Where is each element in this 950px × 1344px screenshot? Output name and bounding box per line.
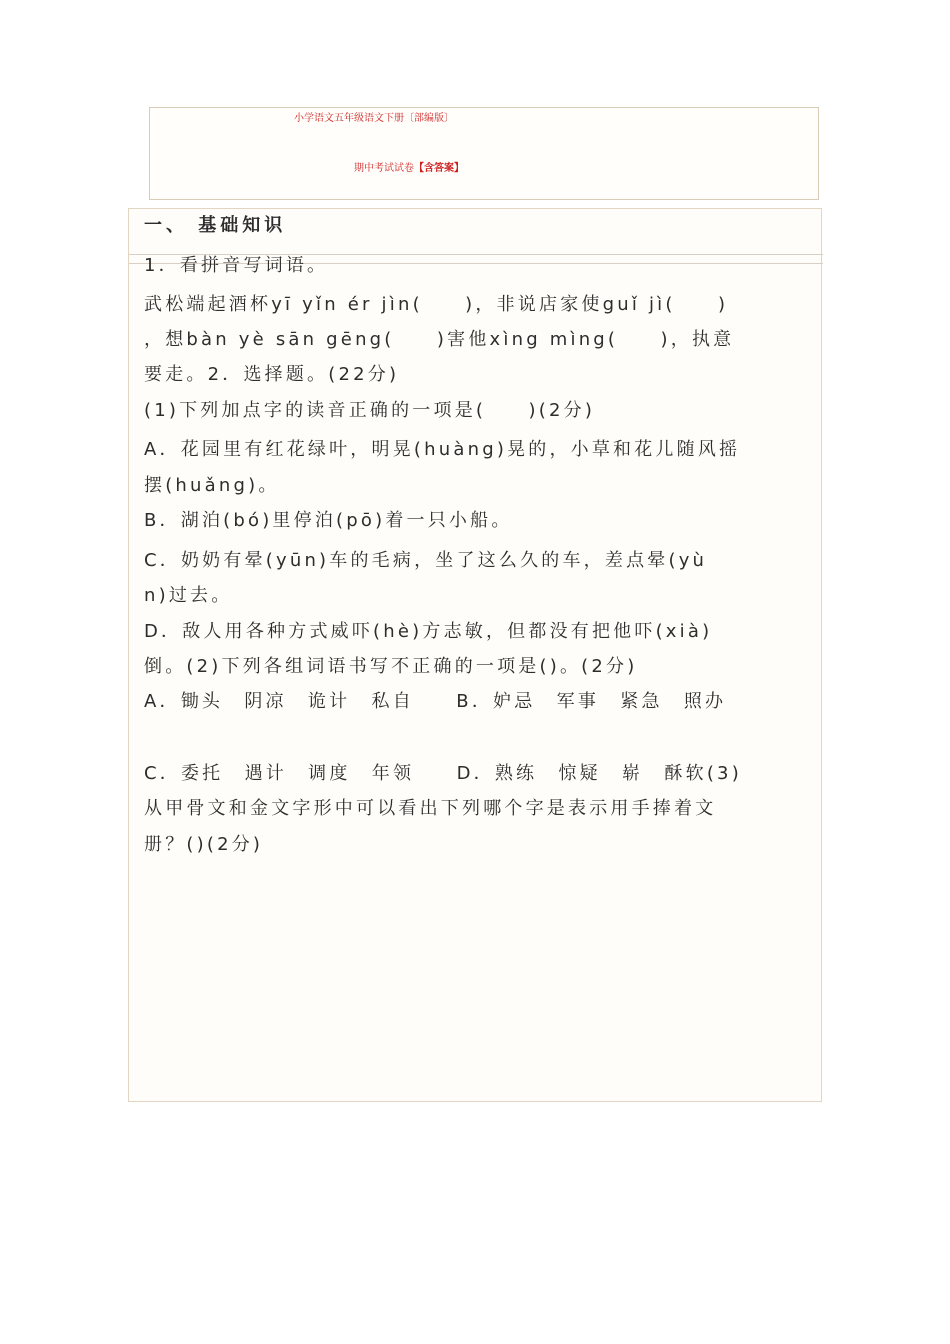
header-subtitle-text: 期中考试试卷 <box>354 163 414 174</box>
question-line: A．花园里有红花绿叶，明晃(huàng)晃的，小草和花儿随风摇 <box>144 439 741 460</box>
question-line: A．锄头 阴凉 诡计 私自 B．妒忌 军事 紧急 照办 <box>144 691 727 712</box>
question-line: (1)下列加点字的读音正确的一项是( )(2分) <box>144 400 596 421</box>
question-line: 倒。(2)下列各组词语书写不正确的一项是()。(2分) <box>144 656 638 677</box>
question-line: 从甲骨文和金文字形中可以看出下列哪个字是表示用手捧着文 <box>144 798 717 819</box>
question-line: 武松端起酒杯yī yǐn ér jìn( )，非说店家使guǐ jì( ) <box>144 294 729 315</box>
question-line: 摆(huǎng)。 <box>144 475 280 496</box>
question-content <box>128 208 822 1102</box>
section-title: 一、 基础知识 <box>144 215 287 236</box>
question-line: 要走。2．选择题。(22分) <box>144 364 400 385</box>
question-line: ，想bàn yè sān gēng( )害他xìng mìng( )，执意 <box>144 329 735 350</box>
header-subtitle-bold: 【含答案】 <box>414 163 464 174</box>
question-line: C．委托 遇计 调度 年领 D．熟练 惊疑 崭 酥软(3) <box>144 763 742 784</box>
question-line: 册？()(2分) <box>144 834 264 855</box>
question-line: 1．看拼音写词语。 <box>144 255 329 276</box>
document-header <box>149 107 819 200</box>
header-title: 小学语文五年级语文下册〔部编版〕 <box>294 113 454 124</box>
question-line: C．奶奶有晕(yūn)车的毛病，坐了这么久的车，差点晕(yù <box>144 550 708 571</box>
question-line: n)过去。 <box>144 585 233 606</box>
header-subtitle <box>354 159 464 174</box>
question-line: D．敌人用各种方式威吓(hè)方志敏，但都没有把他吓(xià) <box>144 621 713 642</box>
question-line: B．湖泊(bó)里停泊(pō)着一只小船。 <box>144 510 513 531</box>
